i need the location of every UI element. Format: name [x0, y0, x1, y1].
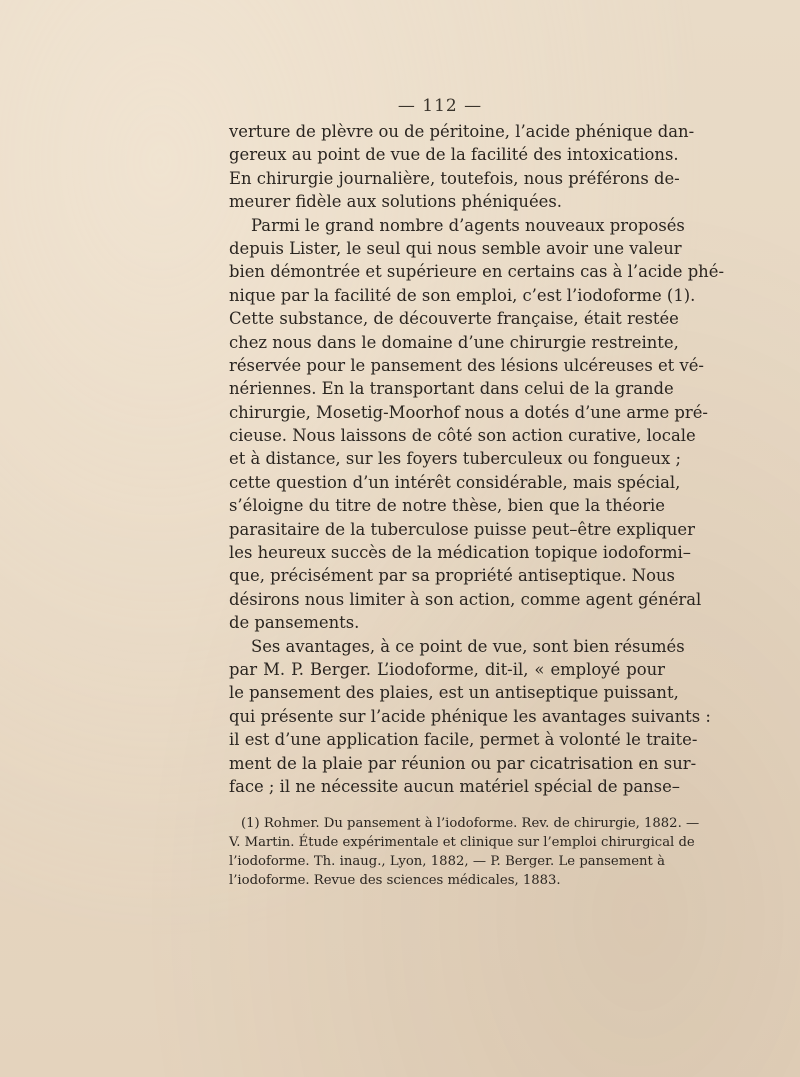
text-line: et à distance, sur les foyers tuberculeux ou fongueux ; — [229, 449, 682, 469]
text-line: qui présente sur l’acide phénique les avantages suivants : — [229, 706, 711, 726]
text-line: Ses avantages, à ce point de vue, sont bien résumés — [251, 636, 685, 656]
text-line: cette question d’un intérêt considérable, mais spécial, — [229, 472, 681, 492]
text-line: il est d’une application facile, permet à volonté le traite- — [229, 730, 698, 750]
text-line: depuis Lister, le seul qui nous semble avoir une valeur — [229, 238, 682, 258]
text-line: Cette substance, de découverte française, était restée — [229, 309, 679, 329]
text-line: parasitaire de la tuberculose puisse peut–être expliquer — [229, 519, 695, 539]
text-line: meurer fidèle aux solutions phéniquées. — [229, 192, 563, 212]
text-line: nique par la facilité de son emploi, c’est l’iodoforme (1). — [229, 285, 696, 305]
text-line: cieuse. Nous laissons de côté son action curative, locale — [229, 426, 696, 446]
text-line: que, précisément par sa propriété antiseptique. Nous — [229, 566, 675, 586]
text-line: bien démontrée et supérieure en certains cas à l’acide phé- — [229, 262, 724, 282]
text-line: par M. P. Berger. L’iodoforme, dit-il, « employé pour — [229, 659, 665, 679]
text-line: face ; il ne nécessite aucun matériel spécial de panse– — [229, 776, 680, 796]
footnote-line: l’iodoforme. Revue des sciences médicales, 1883. — [229, 873, 561, 888]
text-line: En chirurgie journalière, toutefois, nous préférons de- — [229, 168, 680, 188]
text-line: chez nous dans le domaine d’une chirurgie restreinte, — [229, 332, 679, 352]
text-line: réservée pour le pansement des lésions ulcéreuses et vé- — [229, 355, 704, 375]
text-line: de pansements. — [229, 613, 360, 633]
footnote-line: l’iodoforme. Th. inaug., Lyon, 1882, — P. Berger. Le pansement à — [229, 854, 665, 869]
text-line: désirons nous limiter à son action, comme agent général — [229, 589, 702, 609]
text-line: chirurgie, Mosetig-Moorhof nous a dotés d’une arme pré- — [229, 402, 708, 422]
footnotes — [229, 814, 700, 890]
page-number: — 112 — — [397, 96, 483, 116]
text-line: s’éloigne du titre de notre thèse, bien que la théorie — [229, 496, 665, 516]
text-line: ment de la plaie par réunion ou par cicatrisation en sur- — [229, 753, 697, 773]
text-line: verture de plèvre ou de péritoine, l’acide phénique dan- — [229, 122, 695, 141]
text-line: gereux au point de vue de la facilité des intoxications. — [229, 145, 679, 165]
text-line: nériennes. En la transportant dans celui de la grande — [229, 379, 674, 399]
text-line: les heureux succès de la médication topique iodoformi– — [229, 543, 691, 563]
text-line: Parmi le grand nombre d’agents nouveaux proposés — [251, 215, 685, 235]
footnote-line: V. Martin. Étude expérimentale et clinique sur l’emploi chirurgical de — [229, 835, 695, 850]
body-text — [229, 120, 724, 798]
text-line: le pansement des plaies, est un antiseptique puissant, — [229, 683, 679, 703]
footnote-line: (1) Rohmer. Du pansement à l’iodoforme. Rev. de chirurgie, 1882. — — [241, 816, 700, 831]
